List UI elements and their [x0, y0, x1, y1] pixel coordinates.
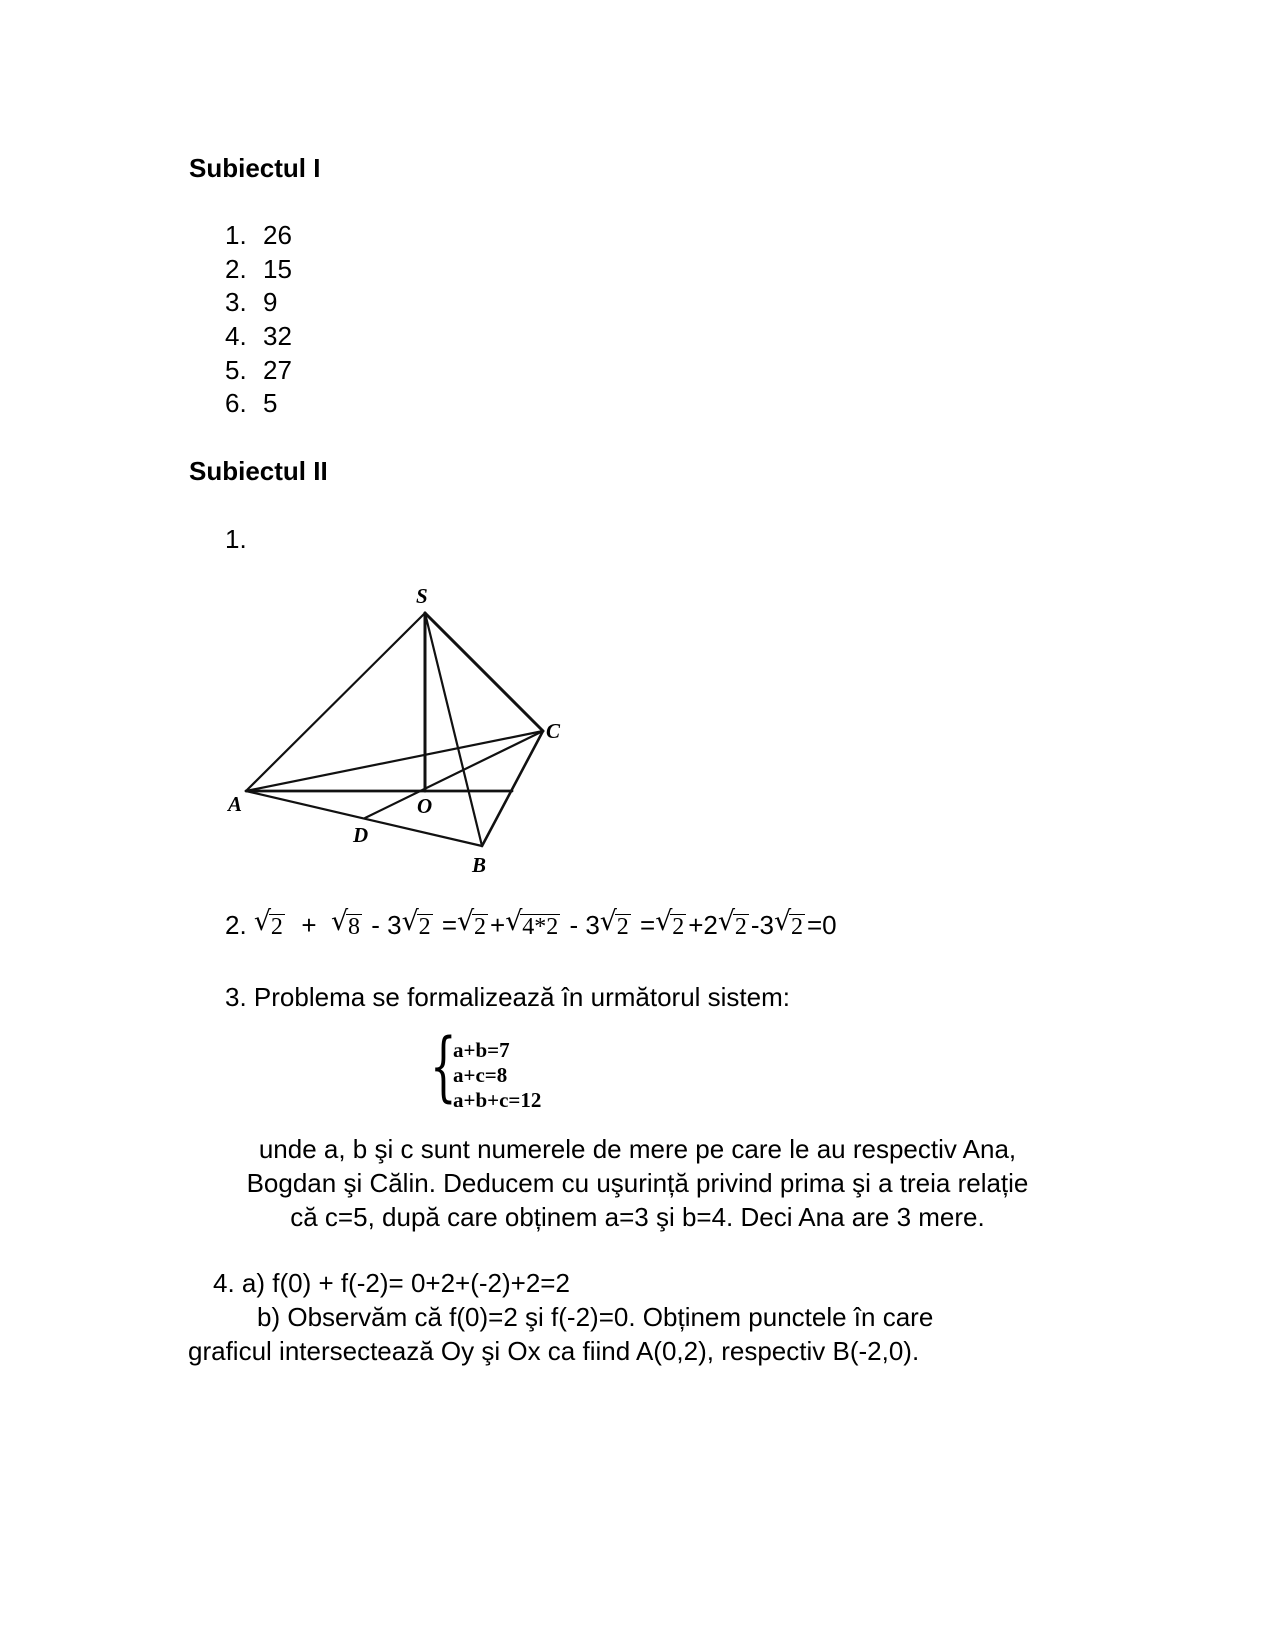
radical-icon: √ — [253, 906, 272, 937]
item-value: 26 — [263, 220, 292, 250]
radical-icon: √ — [655, 906, 673, 937]
list-item — [225, 357, 292, 383]
item-value: 9 — [263, 287, 278, 317]
sqrt-expression — [717, 906, 749, 940]
segment-dc — [365, 731, 543, 818]
list-item — [225, 289, 277, 315]
item-number: 4. — [225, 321, 247, 351]
item-number: 5. — [225, 355, 247, 385]
operator: -3 — [750, 910, 774, 940]
sqrt-expression — [599, 906, 631, 940]
radicand: 2 — [734, 914, 747, 940]
list-item — [225, 256, 292, 282]
operator: + — [301, 910, 317, 940]
pyramid-figure — [200, 570, 580, 880]
radicand: 2 — [790, 914, 803, 940]
edge-sb — [425, 613, 482, 846]
list-item — [225, 323, 292, 349]
system-equation: a+c=8 — [453, 1063, 508, 1087]
radicand: 4*2 — [522, 914, 559, 940]
radical-icon: √ — [401, 906, 419, 937]
result: =0 — [806, 910, 837, 940]
radicand: 2 — [616, 914, 629, 940]
radical-icon: √ — [505, 906, 523, 937]
question-2-equation — [225, 906, 837, 940]
radicand: 2 — [672, 914, 685, 940]
question-4-part-a: 4. a) f(0) + f(-2)= 0+2+(-2)+2=2 — [213, 1268, 570, 1298]
sqrt-expression — [655, 906, 686, 940]
operator: = — [640, 910, 656, 940]
item-value: 32 — [263, 321, 292, 351]
item-value: 15 — [263, 254, 292, 284]
point-label-b: B — [472, 853, 487, 877]
curly-brace-icon: { — [430, 1021, 457, 1110]
operator: +2 — [688, 910, 718, 940]
edge-sc — [425, 613, 543, 731]
operator: + — [490, 910, 506, 940]
radical-icon: √ — [331, 906, 349, 937]
sqrt-expression — [773, 906, 805, 940]
question-4-part-b: b) Observăm că f(0)=2 şi f(-2)=0. Obținem punctele în care — [257, 1302, 934, 1332]
radical-icon: √ — [457, 906, 475, 937]
item-number: 1. — [225, 220, 247, 250]
point-label-s: S — [416, 584, 428, 608]
point-label-a: A — [228, 792, 243, 816]
item-number: 3. — [225, 287, 247, 317]
system-equations — [453, 1038, 541, 1113]
edge-bc — [482, 731, 543, 846]
question-3-paragraph-line: Bogdan şi Călin. Deducem cu uşurință privind prima şi a treia relație — [246, 1168, 1029, 1198]
radicand: 2 — [270, 914, 283, 940]
diagonal-ac — [246, 731, 543, 791]
item-value: 5 — [263, 388, 278, 418]
radical-icon: √ — [717, 906, 736, 937]
list-item — [225, 390, 277, 416]
question-2-label: 2. — [225, 910, 247, 940]
point-label-c: C — [546, 719, 561, 743]
radical-icon: √ — [773, 906, 792, 937]
operator: - 3 — [569, 910, 600, 940]
sqrt-expression — [401, 906, 433, 940]
operator: - 3 — [371, 910, 402, 940]
question-3-intro: 3. Problema se formalizează în următorul sistem: — [225, 982, 790, 1012]
radicand: 2 — [418, 914, 431, 940]
radicand: 2 — [474, 914, 487, 940]
section-title-subiectul-2: Subiectul II — [189, 456, 328, 486]
system-equation: a+b=7 — [453, 1038, 510, 1062]
item-value: 27 — [263, 355, 292, 385]
operator: = — [441, 910, 458, 940]
question-1-label: 1. — [225, 524, 247, 554]
point-label-o: O — [417, 794, 433, 818]
point-label-d: D — [353, 823, 369, 847]
item-number: 2. — [225, 254, 247, 284]
sqrt-expression — [505, 906, 560, 940]
question-3-paragraph-line: unde a, b şi c sunt numerele de mere pe care le au respectiv Ana, — [258, 1134, 1017, 1164]
edge-sa — [246, 613, 425, 791]
equation-system — [430, 1021, 570, 1116]
section-title-subiectul-1: Subiectul I — [189, 153, 321, 183]
radical-icon: √ — [599, 906, 617, 937]
radicand: 8 — [348, 914, 361, 940]
question-4-part-b-continued: graficul intersectează Oy şi Ox ca fiind A(0,2), respectiv B(-2,0). — [188, 1336, 920, 1366]
item-number: 6. — [225, 388, 247, 418]
sqrt-expression — [253, 906, 285, 940]
question-3-paragraph-line: că c=5, după care obținem a=3 şi b=4. Deci Ana are 3 mere. — [290, 1202, 985, 1232]
list-item — [225, 222, 292, 248]
system-equation: a+b+c=12 — [453, 1088, 542, 1112]
sqrt-expression — [331, 906, 362, 940]
sqrt-expression — [457, 906, 488, 940]
